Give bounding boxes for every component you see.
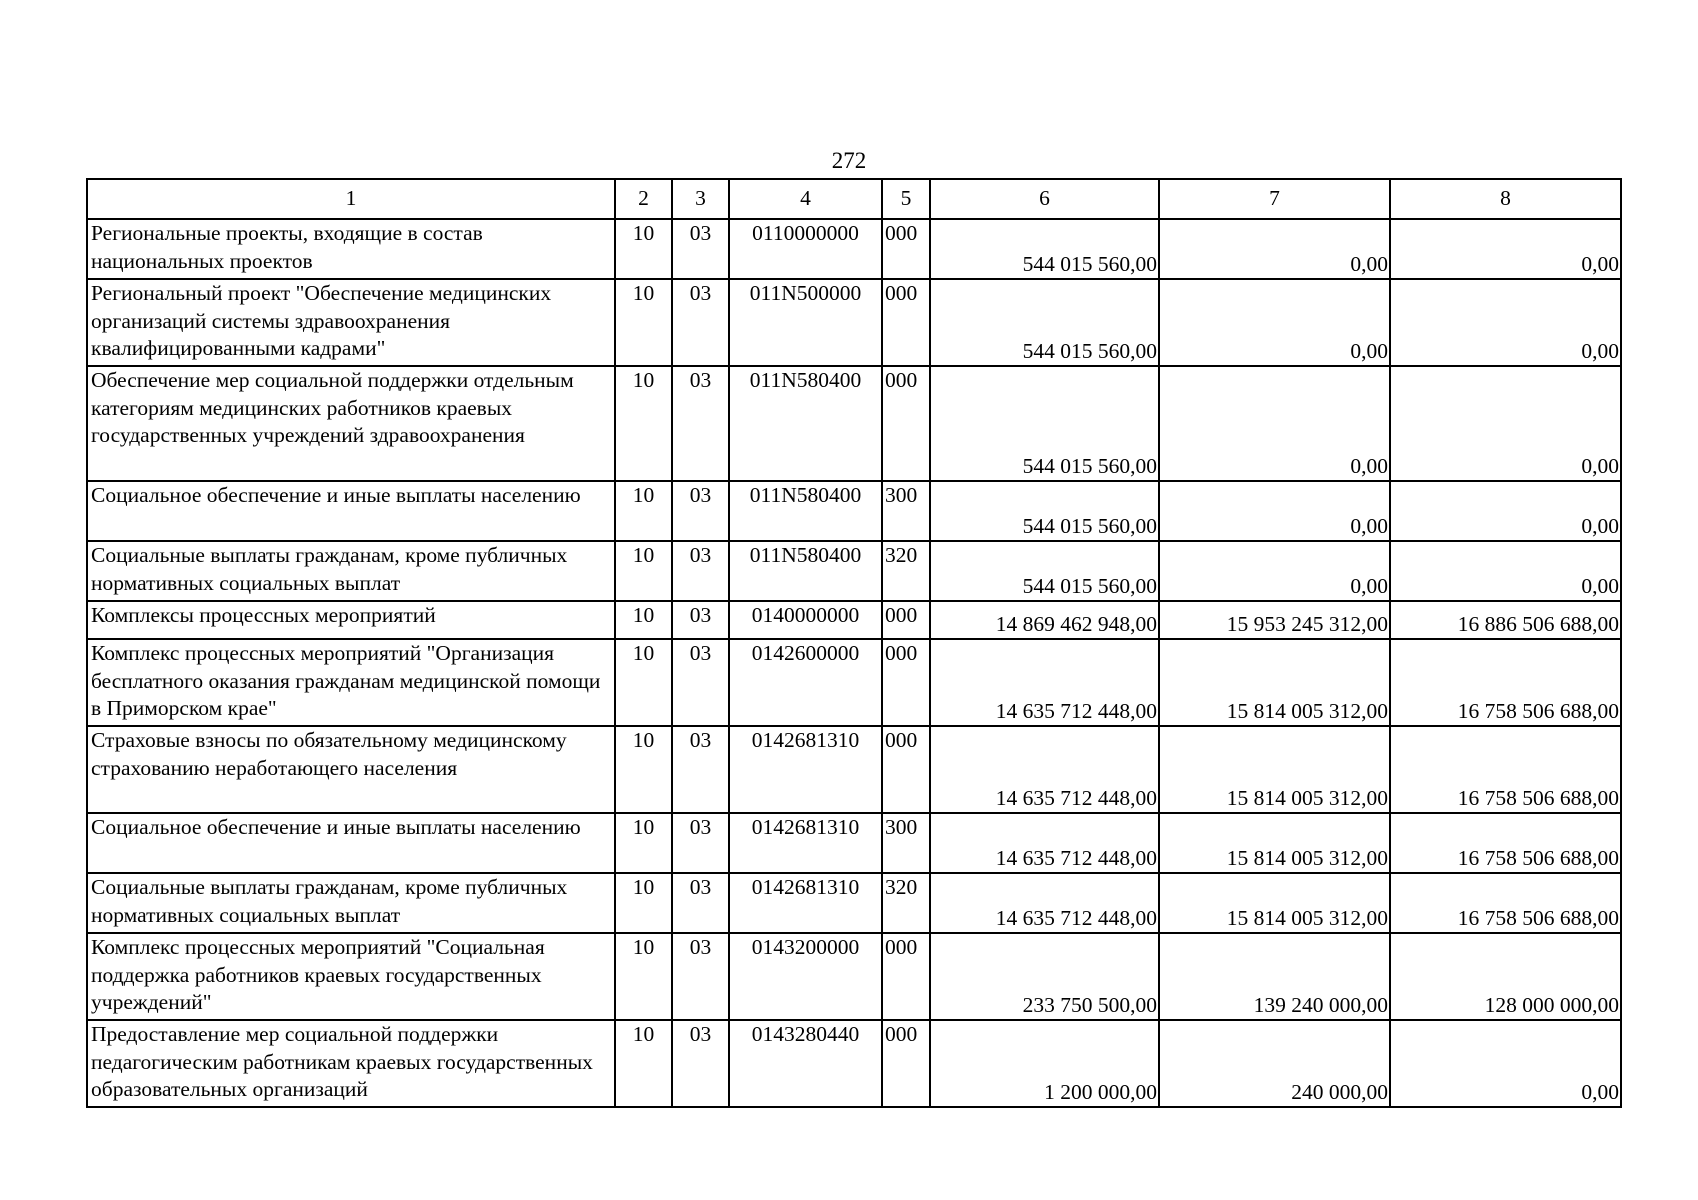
row-value-7: 0,00: [1159, 481, 1390, 541]
row-expense-type: 000: [882, 601, 930, 639]
row-target-code: 0142681310: [729, 726, 882, 813]
row-value-7: 15 814 005 312,00: [1159, 639, 1390, 726]
row-section: 10: [615, 601, 672, 639]
row-section: 10: [615, 1020, 672, 1107]
row-value-6: 14 635 712 448,00: [930, 726, 1159, 813]
row-target-code: 0142600000: [729, 639, 882, 726]
row-expense-type: 000: [882, 933, 930, 1020]
row-name: Региональные проекты, входящие в состав национальных проектов: [87, 219, 615, 279]
row-value-6: 14 635 712 448,00: [930, 639, 1159, 726]
header-cell: 4: [729, 179, 882, 219]
table-row: [87, 481, 1621, 541]
row-subsection: 03: [672, 541, 729, 601]
row-section: 10: [615, 933, 672, 1020]
row-name: Комплекс процессных мероприятий "Социальная поддержка работников краевых государственных учреждений": [87, 933, 615, 1020]
row-name: Региональный проект "Обеспечение медицинских организаций системы здравоохранения квалифицированными кадрами": [87, 279, 615, 366]
row-section: 10: [615, 813, 672, 873]
row-subsection: 03: [672, 1020, 729, 1107]
table-row: [87, 219, 1621, 279]
row-target-code: 011N500000: [729, 279, 882, 366]
row-section: 10: [615, 366, 672, 481]
row-name: Комплексы процессных мероприятий: [87, 601, 615, 639]
budget-table: [86, 178, 1622, 1108]
row-value-8: 16 758 506 688,00: [1390, 639, 1621, 726]
table-row: [87, 639, 1621, 726]
row-value-7: 15 814 005 312,00: [1159, 726, 1390, 813]
row-value-8: 128 000 000,00: [1390, 933, 1621, 1020]
row-value-7: 15 953 245 312,00: [1159, 601, 1390, 639]
row-value-7: 0,00: [1159, 541, 1390, 601]
page-number: 272: [831, 148, 867, 173]
row-name: Социальное обеспечение и иные выплаты населению: [87, 481, 615, 541]
row-section: 10: [615, 481, 672, 541]
row-target-code: 0143200000: [729, 933, 882, 1020]
row-expense-type: 320: [882, 873, 930, 933]
row-target-code: 0140000000: [729, 601, 882, 639]
row-expense-type: 300: [882, 481, 930, 541]
row-name: Страховые взносы по обязательному медицинскому страхованию неработающего населения: [87, 726, 615, 813]
table-row: [87, 813, 1621, 873]
row-subsection: 03: [672, 873, 729, 933]
table-row: [87, 366, 1621, 481]
table-row: [87, 601, 1621, 639]
row-section: 10: [615, 219, 672, 279]
row-name: Предоставление мер социальной поддержки педагогическим работникам краевых государственных образовательных организаций: [87, 1020, 615, 1107]
row-subsection: 03: [672, 219, 729, 279]
row-value-7: 15 814 005 312,00: [1159, 873, 1390, 933]
table-row: [87, 279, 1621, 366]
row-expense-type: 000: [882, 366, 930, 481]
row-expense-type: 000: [882, 279, 930, 366]
table-row: [87, 933, 1621, 1020]
row-subsection: 03: [672, 726, 729, 813]
table-row: [87, 541, 1621, 601]
row-target-code: 011N580400: [729, 541, 882, 601]
row-value-6: 544 015 560,00: [930, 366, 1159, 481]
row-section: 10: [615, 279, 672, 366]
row-target-code: 0143280440: [729, 1020, 882, 1107]
row-value-8: 0,00: [1390, 279, 1621, 366]
header-cell: 7: [1159, 179, 1390, 219]
row-name: Комплекс процессных мероприятий "Организация бесплатного оказания гражданам медицинской помощи в Приморском крае": [87, 639, 615, 726]
row-value-8: 0,00: [1390, 366, 1621, 481]
row-value-6: 1 200 000,00: [930, 1020, 1159, 1107]
row-target-code: 011N580400: [729, 481, 882, 541]
header-cell: 1: [87, 179, 615, 219]
row-section: 10: [615, 726, 672, 813]
row-value-8: 16 886 506 688,00: [1390, 601, 1621, 639]
row-target-code: 0142681310: [729, 873, 882, 933]
row-expense-type: 000: [882, 219, 930, 279]
header-cell: 2: [615, 179, 672, 219]
row-value-7: 240 000,00: [1159, 1020, 1390, 1107]
row-value-8: 16 758 506 688,00: [1390, 813, 1621, 873]
row-section: 10: [615, 639, 672, 726]
table-row: [87, 1020, 1621, 1107]
row-target-code: 0142681310: [729, 813, 882, 873]
row-name: Социальные выплаты гражданам, кроме публичных нормативных социальных выплат: [87, 541, 615, 601]
row-target-code: 0110000000: [729, 219, 882, 279]
table-row: [87, 873, 1621, 933]
row-value-6: 233 750 500,00: [930, 933, 1159, 1020]
row-value-6: 544 015 560,00: [930, 219, 1159, 279]
row-name: Обеспечение мер социальной поддержки отдельным категориям медицинских работников краевых государственных учреждений здравоохранения: [87, 366, 615, 481]
row-value-6: 544 015 560,00: [930, 481, 1159, 541]
row-value-8: 16 758 506 688,00: [1390, 726, 1621, 813]
row-value-6: 14 635 712 448,00: [930, 813, 1159, 873]
row-subsection: 03: [672, 639, 729, 726]
header-row: [87, 179, 1621, 219]
row-value-6: 544 015 560,00: [930, 541, 1159, 601]
row-value-6: 544 015 560,00: [930, 279, 1159, 366]
table-row: [87, 726, 1621, 813]
row-section: 10: [615, 873, 672, 933]
row-value-8: 0,00: [1390, 541, 1621, 601]
row-value-8: 16 758 506 688,00: [1390, 873, 1621, 933]
row-section: 10: [615, 541, 672, 601]
row-subsection: 03: [672, 813, 729, 873]
row-expense-type: 000: [882, 1020, 930, 1107]
row-value-7: 0,00: [1159, 366, 1390, 481]
header-cell: 8: [1390, 179, 1621, 219]
row-value-7: 0,00: [1159, 219, 1390, 279]
row-expense-type: 000: [882, 639, 930, 726]
row-expense-type: 000: [882, 726, 930, 813]
row-subsection: 03: [672, 279, 729, 366]
row-subsection: 03: [672, 601, 729, 639]
header-cell: 5: [882, 179, 930, 219]
header-cell: 3: [672, 179, 729, 219]
row-subsection: 03: [672, 933, 729, 1020]
row-name: Социальные выплаты гражданам, кроме публичных нормативных социальных выплат: [87, 873, 615, 933]
row-name: Социальное обеспечение и иные выплаты населению: [87, 813, 615, 873]
row-subsection: 03: [672, 366, 729, 481]
row-expense-type: 300: [882, 813, 930, 873]
row-value-7: 139 240 000,00: [1159, 933, 1390, 1020]
row-value-6: 14 869 462 948,00: [930, 601, 1159, 639]
row-subsection: 03: [672, 481, 729, 541]
row-expense-type: 320: [882, 541, 930, 601]
row-value-8: 0,00: [1390, 481, 1621, 541]
row-value-7: 0,00: [1159, 279, 1390, 366]
header-cell: 6: [930, 179, 1159, 219]
row-value-8: 0,00: [1390, 1020, 1621, 1107]
row-value-8: 0,00: [1390, 219, 1621, 279]
row-target-code: 011N580400: [729, 366, 882, 481]
row-value-7: 15 814 005 312,00: [1159, 813, 1390, 873]
row-value-6: 14 635 712 448,00: [930, 873, 1159, 933]
